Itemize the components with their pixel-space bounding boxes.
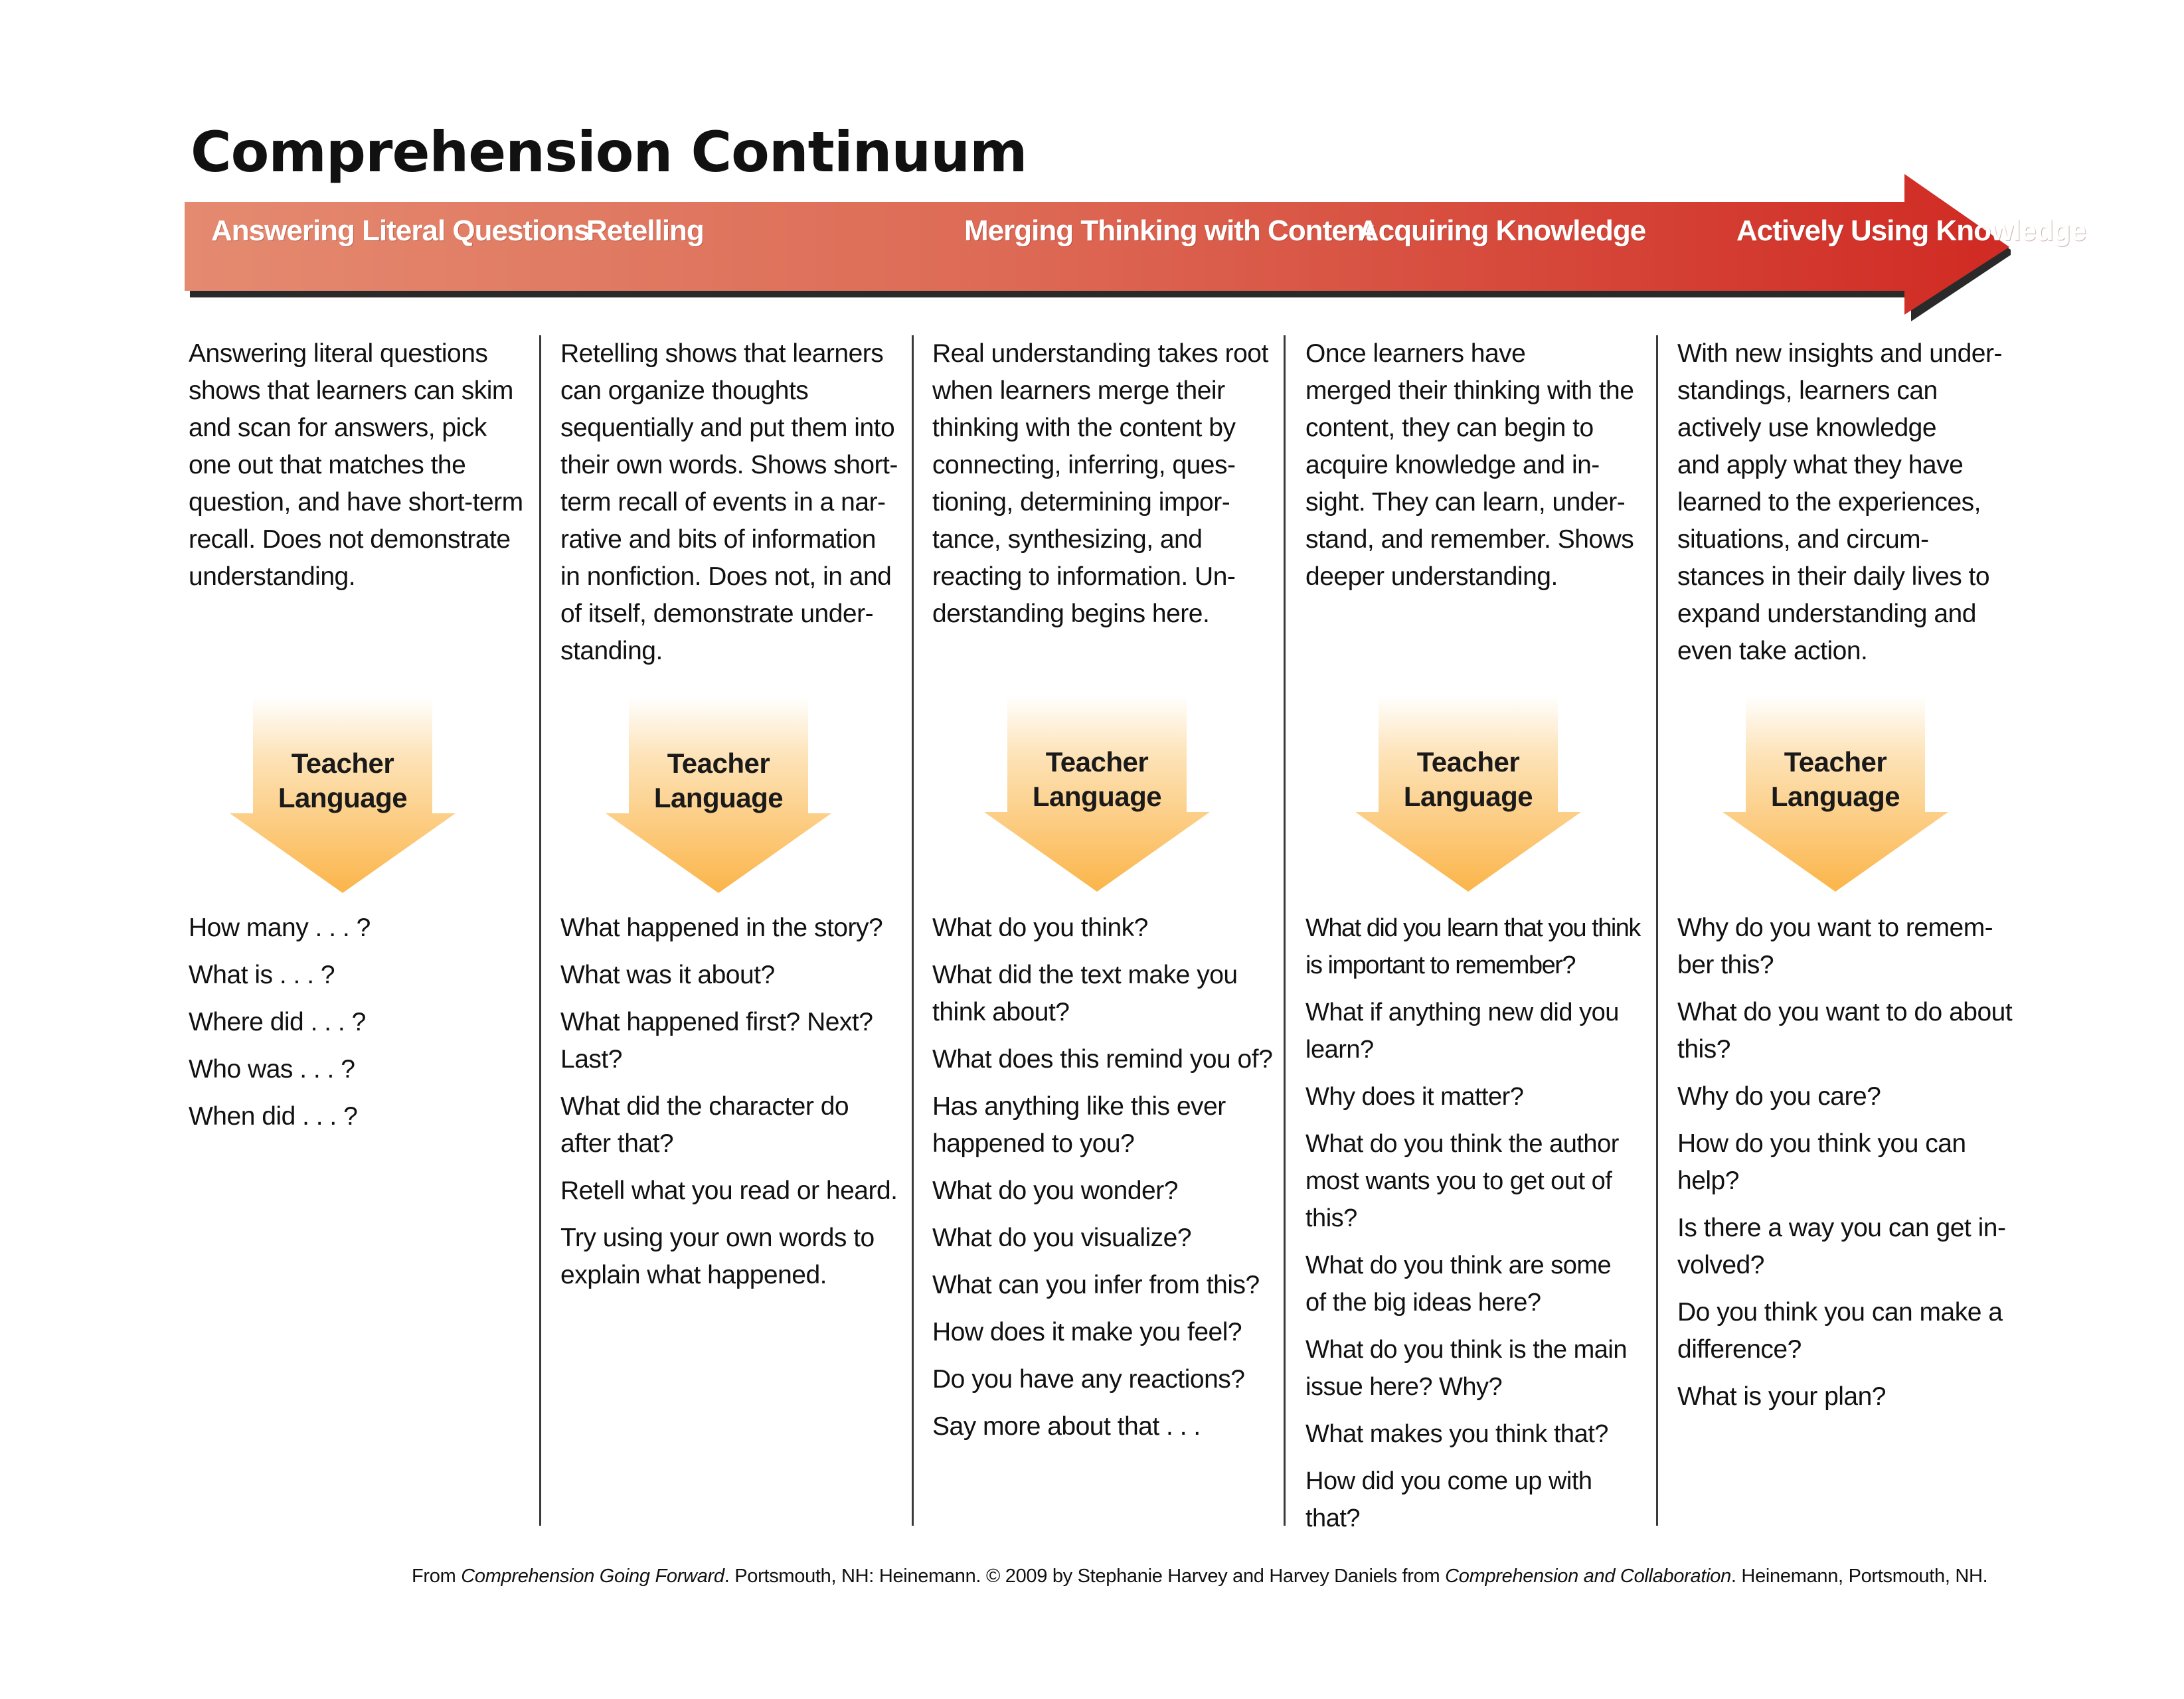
stage-heading-actively-using: Actively Using Knowledge [1736,214,2086,247]
stage-heading-retelling: Retelling [586,214,704,247]
list-item: Do you have any reactions? [932,1365,1245,1394]
stage-description: Answering literal questions shows that learners can skim and scan for answers, pick one out that matches the question, and have short-term recall. Does not demonstrate understanding. [189,339,523,591]
list-item: What did the text make you think about? [932,961,1238,1026]
list-item: What do you think is the main issue here? Why? [1305,1336,1627,1401]
teacher-language-arrow [606,697,831,893]
list-item: Retell what you read or heard. [560,1176,898,1205]
question-list [1305,910,1640,1547]
continuum-arrow-banner [185,174,2011,333]
teacher-language-label: Teacher Language [1770,746,1900,812]
column-divider [1656,335,1658,1526]
column-literal [189,335,534,1544]
list-item: Why do you care? [1677,1082,1881,1111]
list-item: What do you visualize? [932,1224,1192,1252]
list-item: Try using your own words to explain what happened. [560,1224,875,1289]
column-merging [932,335,1281,1544]
continuum-arrow-icon [185,174,2011,333]
question-list [560,910,897,1304]
list-item: What was it about? [560,961,775,989]
teacher-language-arrow [230,697,456,893]
question-list [1677,910,2012,1425]
list-item: Do you think you can make a difference? [1677,1298,2003,1364]
list-item: What do you think? [932,914,1148,942]
column-divider [1284,335,1286,1526]
list-item: What if anything new did you learn? [1305,999,1619,1064]
list-item: What can you infer from this? [932,1271,1260,1299]
list-item: What did the character do after that? [560,1092,849,1158]
list-item: What do you wonder? [932,1176,1178,1205]
list-item: Where did . . . ? [189,1008,366,1036]
list-item: Who was . . . ? [189,1055,355,1084]
stage-heading-acquiring: Acquiring Knowledge [1358,214,1646,247]
list-item: Why do you want to remem- ber this? [1677,914,1993,979]
column-divider [539,335,541,1526]
list-item: What happened in the story? [560,914,883,942]
stage-heading-merging: Merging Thinking with Content [964,214,1374,247]
list-item: When did . . . ? [189,1102,358,1131]
teacher-language-label: Teacher Language [278,748,408,813]
list-item: What does this remind you of? [932,1045,1273,1074]
list-item: What did you learn that you think is important to remember? [1305,914,1640,979]
list-item: Why does it matter? [1305,1083,1524,1111]
question-list [932,910,1272,1455]
footer-book-title-2: Comprehension and Collaboration [1445,1566,1731,1587]
teacher-language-label: Teacher Language [1403,746,1533,812]
list-item: How does it make you feel? [932,1318,1242,1346]
list-item: What is . . . ? [189,961,335,989]
column-actively-using [1677,335,2029,1544]
footer-end: . Heinemann, Portsmouth, NH. [1730,1566,1988,1587]
teacher-language-arrow [1355,696,1581,892]
teacher-language-arrow [984,696,1210,892]
teacher-language-label: Teacher Language [1032,746,1162,812]
column-divider [912,335,914,1526]
list-item: What makes you think that? [1305,1420,1608,1448]
stage-description: With new insights and under- standings, learners can actively use knowledge and apply what they have learned to the experiences, situations, and circum- stances in their daily lives to expand understanding and even take action. [1677,339,2002,665]
teacher-language-label: Teacher Language [653,748,784,813]
list-item: What do you want to do about this? [1677,998,2013,1064]
stage-description: Real understanding takes root when learners merge their thinking with the content by connecting, inferring, ques- tioning, determining impor- tance, synthesizing, and reacting to information. Un- derstanding begins here. [932,339,1268,628]
list-item: What is your plan? [1677,1382,1886,1411]
footer-middle: . Portsmouth, NH: Heinemann. © 2009 by Stephanie Harvey and Harvey Daniels from [724,1566,1446,1587]
list-item: Say more about that . . . [932,1412,1201,1441]
list-item: What happened first? Next? Last? [560,1008,873,1074]
page-title: Comprehension Continuum [191,120,1027,185]
column-acquiring [1305,335,1651,1544]
stage-description: Retelling shows that learners can organize thoughts sequentially and put them into their own words. Shows short- term recall of events in a nar- rative and bits of information in nonfiction. Does not, in and of itself, demonstrate under- standing. [560,339,898,665]
list-item: Is there a way you can get in- volved? [1677,1214,2006,1279]
footer-book-title-1: Comprehension Going Forward [461,1566,724,1587]
list-item: How many . . . ? [189,914,371,942]
list-item: What do you think are some of the big ideas here? [1305,1252,1612,1317]
list-item: How did you come up with that? [1305,1467,1592,1532]
list-item: What do you think the author most wants you to get out of this? [1305,1130,1619,1232]
question-list [189,910,371,1145]
stage-heading-literal: Answering Literal Questions [211,214,590,247]
footer-citation [412,1566,1987,1587]
list-item: How do you think you can help? [1677,1129,1966,1195]
column-retelling [560,335,906,1544]
stage-description: Once learners have merged their thinking with the content, they can begin to acquire knowledge and in- sight. They can learn, under- stand, and remember. Shows deeper understanding. [1305,339,1634,591]
footer-from: From [412,1566,462,1587]
list-item: Has anything like this ever happened to you? [932,1092,1226,1158]
teacher-language-arrow [1722,696,1948,892]
